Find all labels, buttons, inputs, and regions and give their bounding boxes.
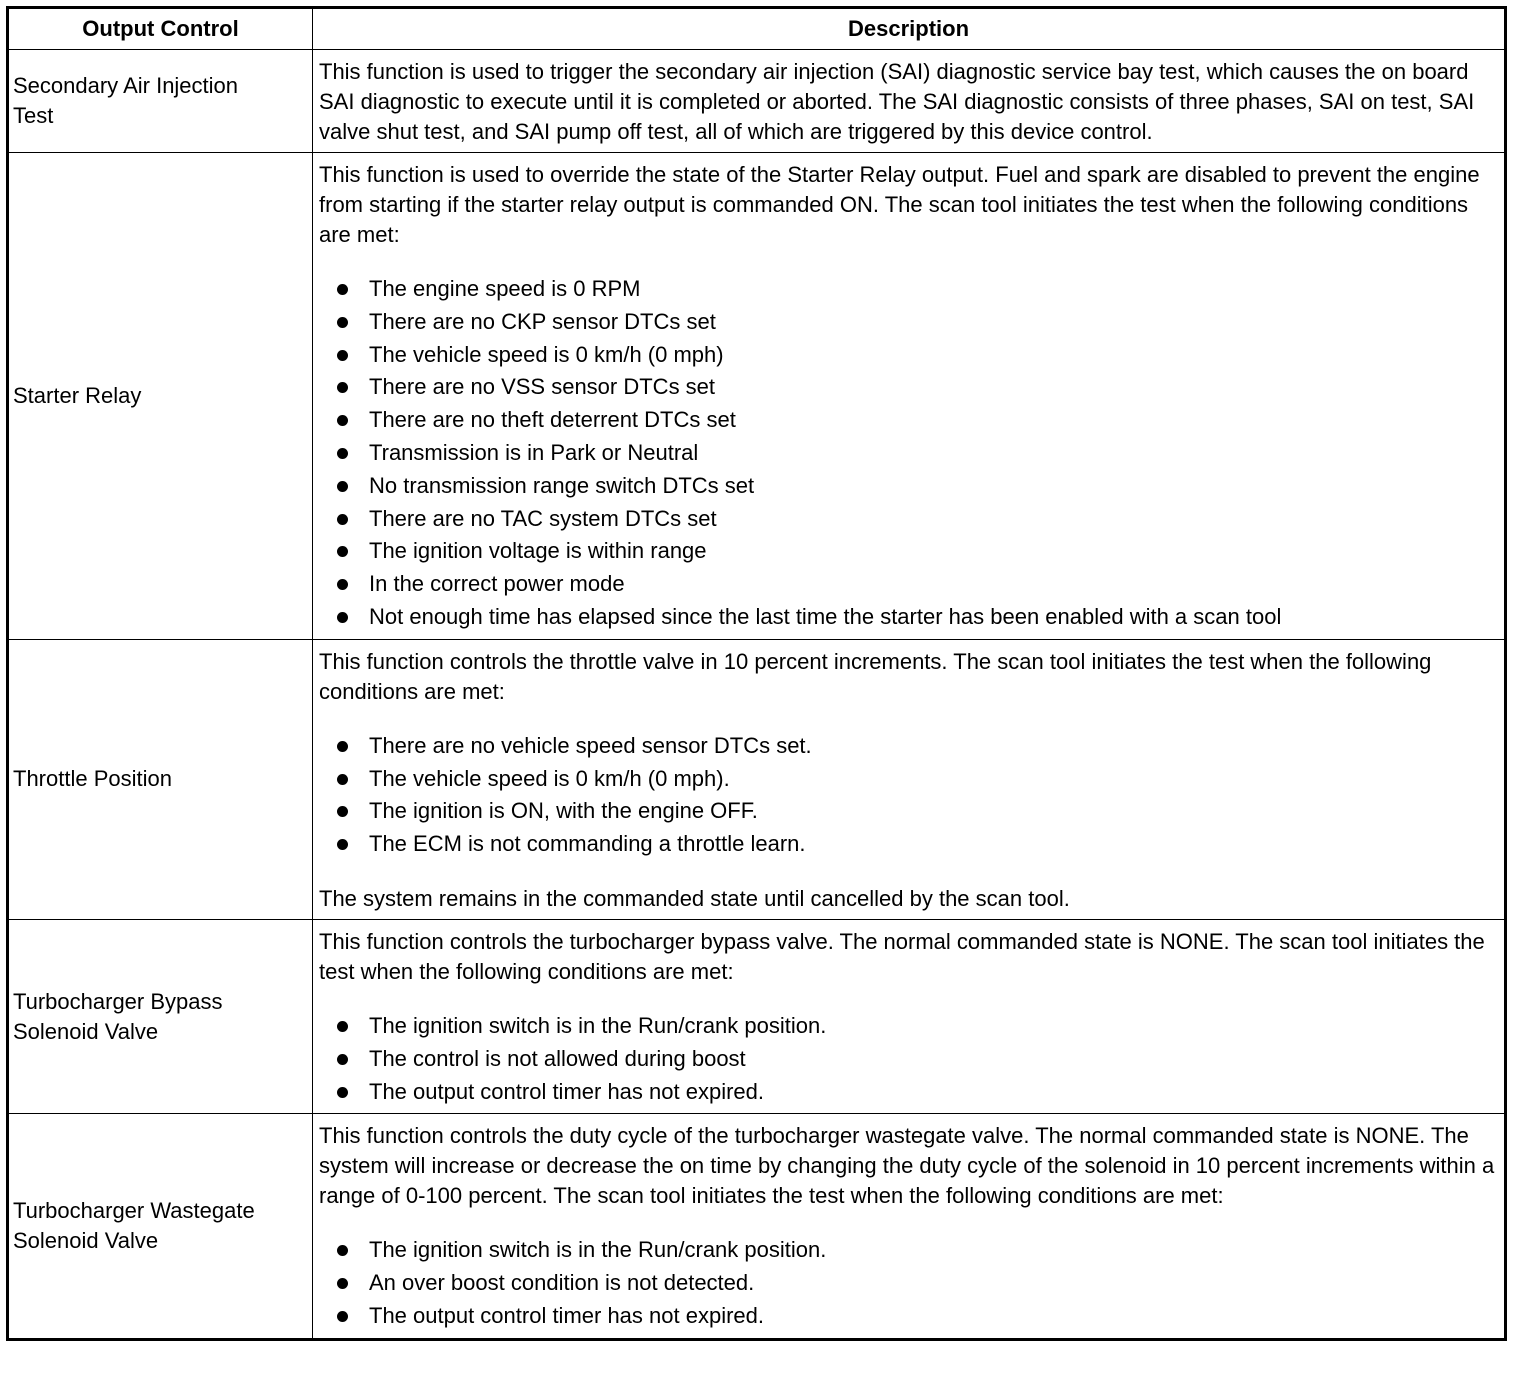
condition-item: The vehicle speed is 0 km/h (0 mph). [319,763,1500,796]
description-intro: This function controls the turbocharger bypass valve. The normal commanded state is NONE. The scan tool initiates the test when the following conditions are met: [319,928,1485,984]
output-control-cell [8,50,313,153]
condition-item: The ignition is ON, with the engine OFF. [319,795,1500,828]
description-intro: This function is used to override the state of the Starter Relay output. Fuel and spark are disabled to prevent the engine from starting if the starter relay output is commanded ON. The scan tool initiates the test when the following conditions are met: [319,162,1480,247]
condition-item: No transmission range switch DTCs set [319,470,1500,503]
condition-list [319,730,1500,861]
output-control-cell [8,639,313,919]
table-row [8,153,1506,640]
condition-item: There are no CKP sensor DTCs set [319,306,1500,339]
condition-item: In the correct power mode [319,568,1500,601]
header-output-control: Output Control [8,8,313,50]
condition-item: The output control timer has not expired. [319,1300,1500,1333]
output-control-name: Starter Relay [13,382,142,408]
description-intro: This function controls the throttle valve in 10 percent increments. The scan tool initiates the test when the following conditions are met: [319,648,1432,704]
condition-item: There are no vehicle speed sensor DTCs set. [319,730,1500,763]
header-row [8,8,1506,50]
condition-item: The vehicle speed is 0 km/h (0 mph) [319,339,1500,372]
description-note: The system remains in the commanded state until cancelled by the scan tool. [319,885,1070,911]
condition-item: Transmission is in Park or Neutral [319,437,1500,470]
output-control-name: Throttle Position [13,766,172,792]
output-control-cell [8,919,313,1113]
condition-item: There are no TAC system DTCs set [319,503,1500,536]
table-row [8,639,1506,919]
table-row [8,919,1506,1113]
description-intro: This function is used to trigger the secondary air injection (SAI) diagnostic service bay test, which causes the on board SAI diagnostic to execute until it is completed or aborted. The SAI diagnostic consists of three phases, SAI on test, SAI valve shut test, and SAI pump off test, all of which are triggered by this device control. [319,59,1475,144]
description-cell [313,919,1506,1113]
condition-item: The output control timer has not expired. [319,1076,1500,1109]
condition-item: The ignition voltage is within range [319,535,1500,568]
condition-item: There are no VSS sensor DTCs set [319,371,1500,404]
condition-item: The control is not allowed during boost [319,1043,1500,1076]
condition-item: The engine speed is 0 RPM [319,273,1500,306]
description-cell [313,50,1506,153]
condition-item: The ignition switch is in the Run/crank position. [319,1010,1500,1043]
table-row [8,50,1506,153]
description-cell [313,1114,1506,1339]
description-intro: This function controls the duty cycle of the turbocharger wastegate valve. The normal commanded state is NONE. The system will increase or decrease the on time by changing the duty cycle of the solenoid in 10 percent increments within a range of 0-100 percent. The scan tool initiates the test when the following conditions are met: [319,1123,1495,1209]
output-control-cell [8,1114,313,1339]
condition-list [319,1010,1500,1108]
description-cell [313,639,1506,919]
output-control-name: Turbocharger Wastegate Solenoid Valve [13,1198,255,1254]
output-control-name: Turbocharger Bypass Solenoid Valve [13,988,223,1044]
condition-item: The ignition switch is in the Run/crank position. [319,1234,1500,1267]
condition-item: Not enough time has elapsed since the last time the starter has been enabled with a scan tool [319,601,1500,634]
condition-item: An over boost condition is not detected. [319,1267,1500,1300]
condition-item: The ECM is not commanding a throttle learn. [319,828,1500,861]
output-control-name: Secondary Air Injection Test [13,73,239,128]
condition-list [319,273,1500,634]
output-control-table [6,6,1507,1341]
condition-item: There are no theft deterrent DTCs set [319,404,1500,437]
header-description: Description [313,8,1506,50]
condition-list [319,1234,1500,1332]
output-control-cell [8,153,313,640]
description-cell [313,153,1506,640]
table-row [8,1114,1506,1339]
